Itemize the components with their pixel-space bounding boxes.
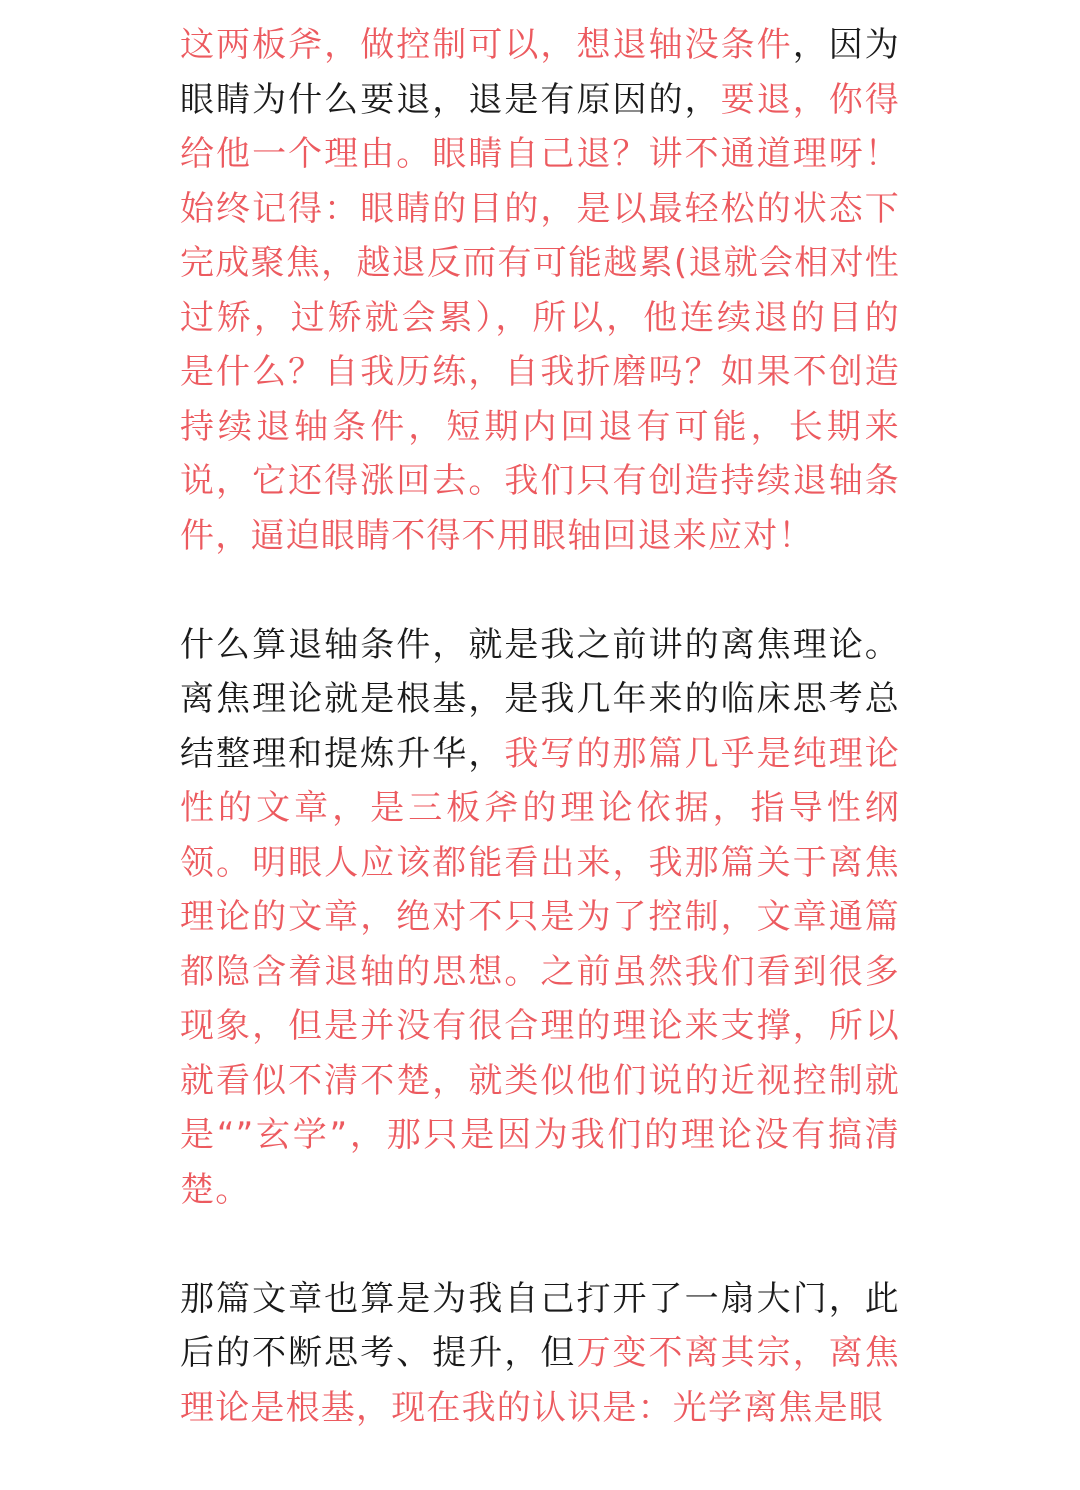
paragraph-2 bbox=[180, 618, 900, 1218]
body-text: 那篇文章也算是为我自己打开了一扇大门，此后的不断思考、提升，但 bbox=[180, 1278, 900, 1373]
highlighted-text: 要退，你得给他一个理由。眼睛自己退？讲不通道理呀！始终记得：眼睛的目的，是以最轻松的状态下完成聚焦，越退反而有可能越累(退就会相对性过矫，过矫就会累），所以，他连续退的目的是什么？自我历练，自我折磨吗？如果不创造持续退轴条件，短期内回退有可能，长期来说，它还得涨回去。我们只有创造持续退轴条件，逼迫眼睛不得不用眼轴回退来应对！ bbox=[180, 79, 901, 556]
paragraph-3 bbox=[180, 1272, 900, 1436]
paragraph-1 bbox=[180, 18, 900, 563]
article-body bbox=[180, 18, 900, 1490]
highlighted-text: 万变不离其宗，离焦理论是根基，现在我的认识是：光学离焦是眼 bbox=[180, 1333, 900, 1428]
highlighted-text: 我写的那篇几乎是纯理论性的文章，是三板斧的理论依据，指导性纲领。明眼人应该都能看出来，我那篇关于离焦理论的文章，绝对不只是为了控制，文章通篇都隐含着退轴的思想。之前虽然我们看到很多现象，但是并没有很合理的理论来支撑，所以就看似不清不楚，就类似他们说的近视控制就是“”玄学”，那只是因为我们的理论没有搞清楚。 bbox=[180, 733, 900, 1210]
body-text: 什么算退轴条件，就是我之前讲的离焦理论。离焦理论就是根基，是我几年来的临床思考总结整理和提炼升华， bbox=[180, 624, 900, 774]
highlighted-text: 这两板斧，做控制可以，想退轴没条件 bbox=[180, 25, 793, 65]
body-text: ，因为眼睛为什么要退，退是有原因的， bbox=[180, 25, 900, 120]
